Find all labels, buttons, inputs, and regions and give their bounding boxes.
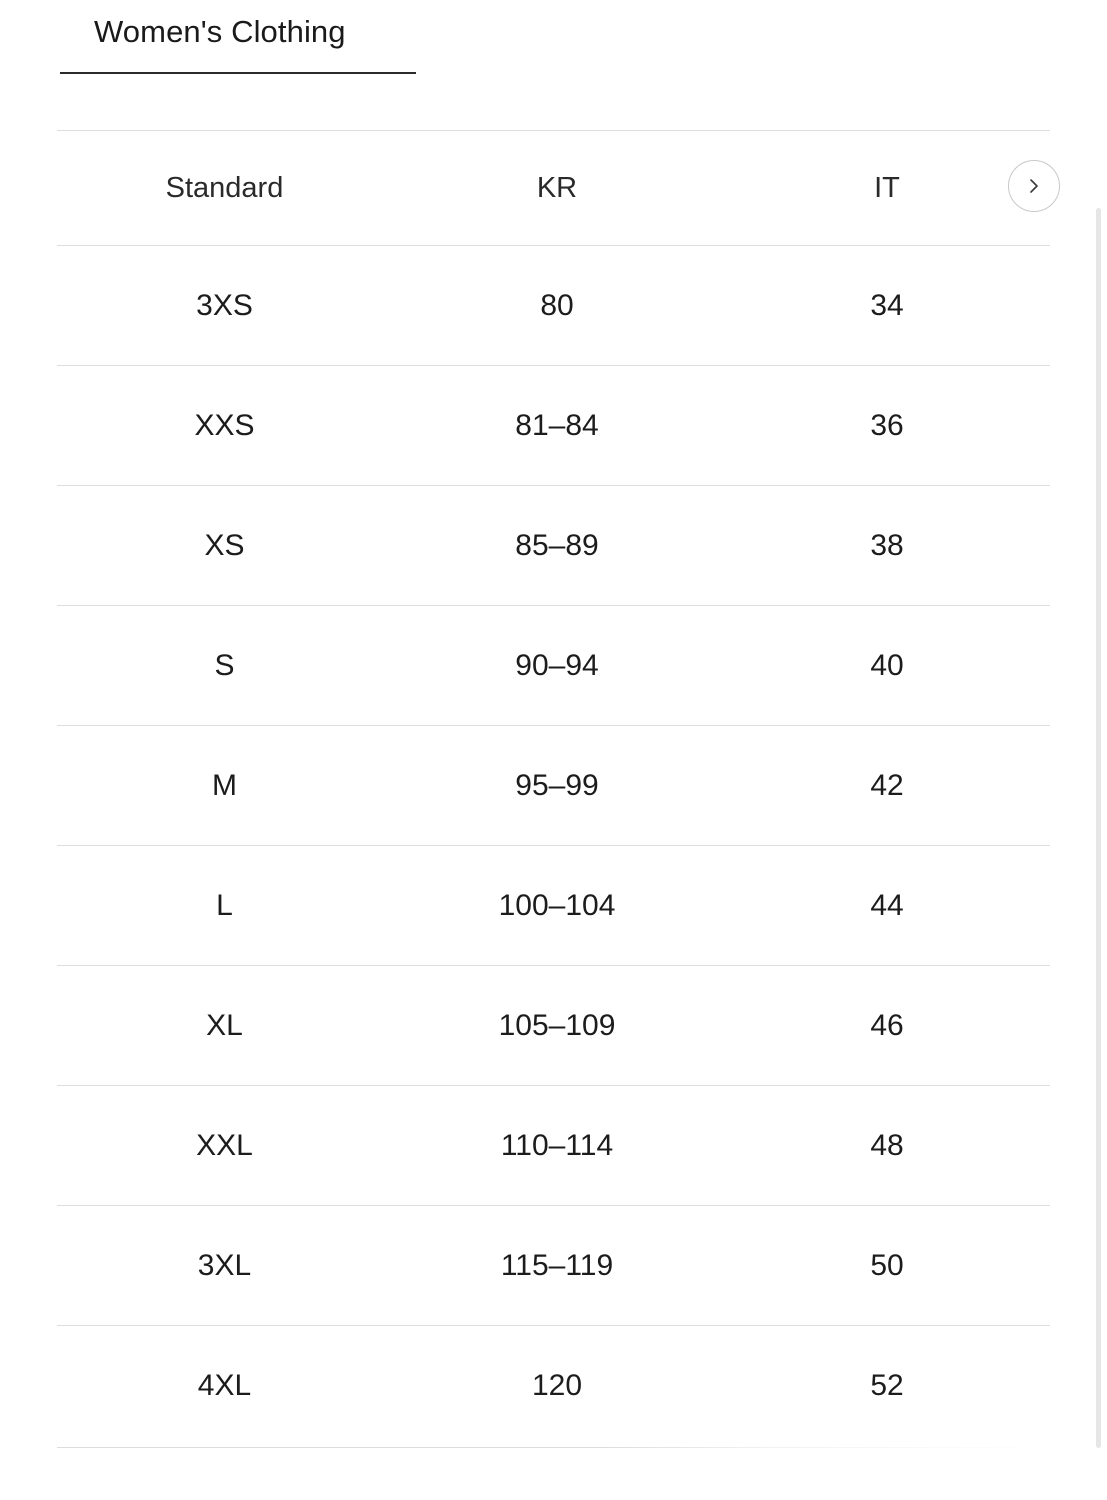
chevron-right-icon (1025, 177, 1043, 195)
cell-kr: 110–114 (500, 1128, 614, 1162)
cell-standard: 4XL (197, 1368, 252, 1402)
table-row (57, 485, 1050, 605)
cell-kr: 100–104 (498, 888, 616, 922)
tab-bar (0, 0, 1107, 80)
table-row (57, 245, 1050, 365)
cell-it: 52 (870, 1368, 904, 1402)
cell-kr: 81–84 (515, 408, 599, 442)
cell-it: 42 (870, 768, 904, 802)
table-row (57, 965, 1050, 1085)
cell-it: 44 (870, 888, 904, 922)
cell-standard: L (216, 888, 233, 922)
cell-kr: 80 (540, 288, 574, 322)
table-row (57, 1325, 1050, 1445)
cell-kr: 95–99 (515, 768, 599, 802)
table-row (57, 845, 1050, 965)
cell-it: 34 (870, 288, 904, 322)
table-row (57, 605, 1050, 725)
cell-standard: 3XS (196, 288, 253, 322)
cell-kr: 115–119 (500, 1248, 614, 1282)
column-header-kr: KR (536, 171, 578, 204)
cell-kr: 120 (531, 1368, 583, 1402)
cell-kr: 105–109 (498, 1008, 616, 1042)
cell-kr: 85–89 (515, 528, 599, 562)
cell-it: 50 (870, 1248, 904, 1282)
cell-standard: XL (206, 1008, 243, 1042)
cell-standard: XXL (196, 1128, 253, 1162)
column-header-it: IT (874, 171, 900, 204)
table-bottom-divider (57, 1447, 1050, 1448)
table-row (57, 1205, 1050, 1325)
cell-standard: M (212, 768, 237, 802)
cell-it: 48 (870, 1128, 904, 1162)
table-row (57, 365, 1050, 485)
cell-it: 38 (870, 528, 904, 562)
cell-standard: XXS (194, 408, 255, 442)
table-header-row (57, 130, 1050, 245)
cell-kr: 90–94 (515, 648, 599, 682)
vertical-scrollbar[interactable] (1096, 208, 1101, 1448)
table-row (57, 725, 1050, 845)
table-row (57, 1085, 1050, 1205)
cell-standard: 3XL (197, 1248, 252, 1282)
cell-it: 46 (870, 1008, 904, 1042)
cell-standard: S (214, 648, 235, 682)
cell-it: 36 (870, 408, 904, 442)
cell-standard: XS (204, 528, 245, 562)
tab-womens-clothing[interactable]: Women's Clothing (60, 14, 416, 74)
next-columns-button[interactable] (1008, 160, 1060, 212)
column-header-standard: Standard (165, 171, 284, 204)
cell-it: 40 (870, 648, 904, 682)
size-conversion-table (57, 130, 1050, 1445)
